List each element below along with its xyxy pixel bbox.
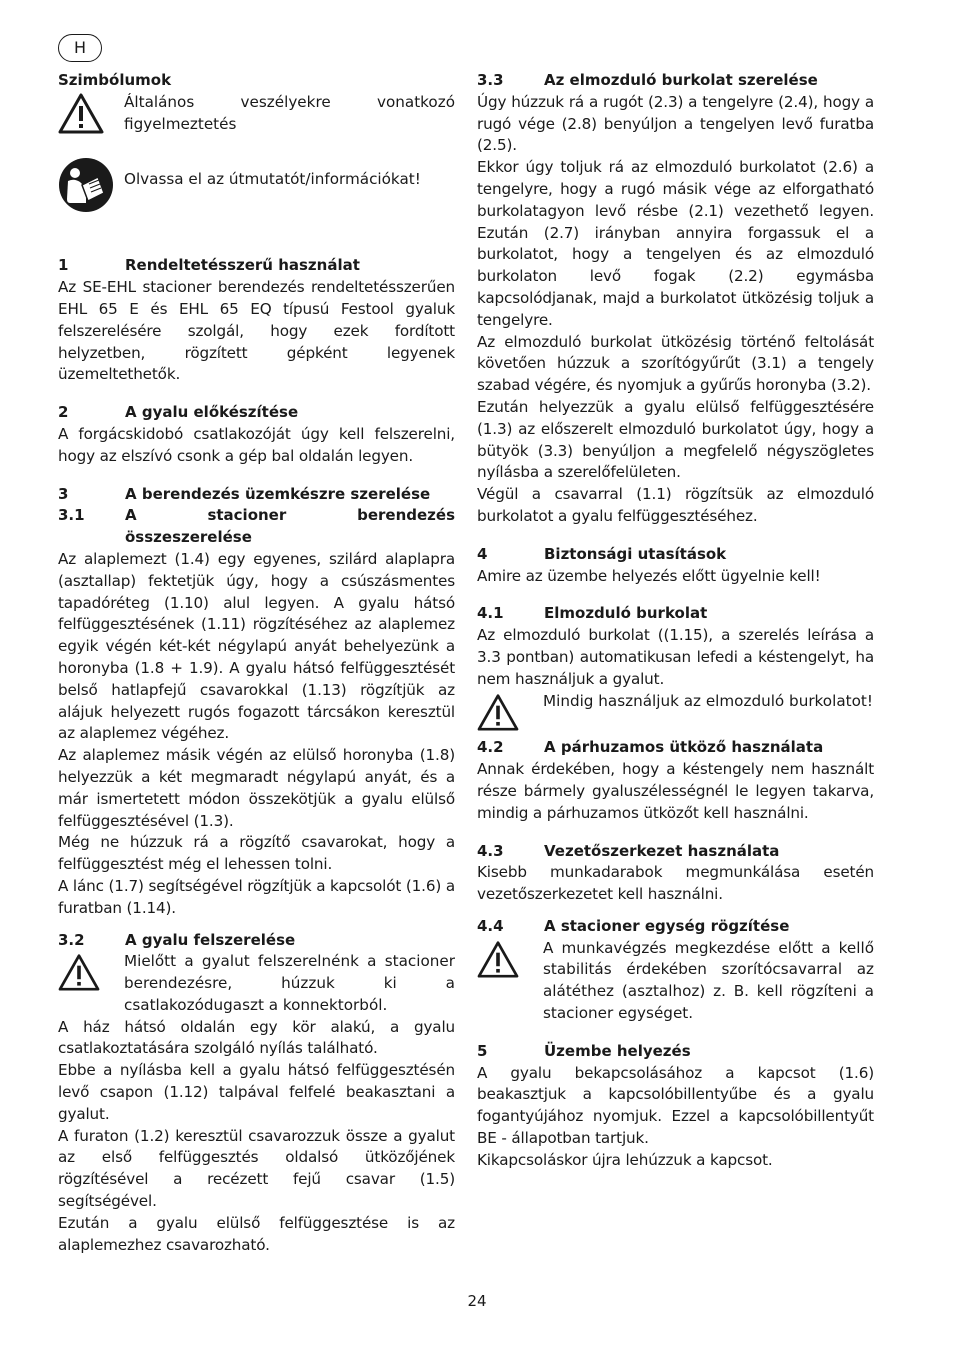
right-column <box>477 70 874 1172</box>
section-4-3-heading: 4.3 Vezetőszerkezet használata <box>477 841 780 860</box>
section-3-3-paragraph-1: Úgy húzzuk rá a rugót (2.3) a tengelyre (2.4), hogy a rugó vége (2.8) benyúljon a tengelyen levő furatba (2.5). <box>477 92 874 155</box>
language-badge: H <box>58 34 102 62</box>
section-4-1-warning <box>477 691 874 738</box>
section-4-4-heading: 4.4 A stacioner egység rögzítése <box>477 916 790 935</box>
section-3-3-paragraph-5: Végül a csavarral (1.1) rögzítsük az elmozduló burkolatot a gyalu felfüggesztéséhez. <box>477 485 874 525</box>
section-3-3-heading: 3.3 Az elmozduló burkolat szerelése <box>477 71 818 89</box>
symbols-heading: Szimbólumok <box>58 71 172 89</box>
section-4-4-warning <box>477 938 874 1025</box>
symbol-warning-text: Általános veszélyekre vonatkozó figyelmeztetés <box>124 92 455 133</box>
section-3-2-heading: 3.2 A gyalu felszerelése <box>58 930 296 949</box>
section-5-heading: 5 Üzembe helyezés <box>477 1041 691 1060</box>
section-3-2-warning <box>58 951 455 1016</box>
section-2-heading: 2 A gyalu előkészítése <box>58 403 299 422</box>
left-column <box>58 70 455 1256</box>
section-3-2-paragraph-1: A ház hátsó oldalán egy kör alakú, a gyalu csatlakoztatására szolgáló nyílás található. <box>58 1017 455 1058</box>
section-5-paragraph-1: A gyalu bekapcsolásához a kapcsot (1.6) beakasztjuk a kapcsolóbillentyűbe és a gyalu fogantyújához nyomjuk. Ezzel a kapcsolóbillentyűt BE - állapotban tartjuk. <box>477 1063 874 1148</box>
section-4-1-paragraph: Az elmozduló burkolat ((1.15), a szerelés leírása a 3.3 pontban) automatikusan lefedi a késtengelyt, ha nem használjuk a gyalut. <box>477 626 874 688</box>
section-3-3-paragraph-4: Ezután helyezzük a gyalu elülső felfüggesztésére (1.3) az előszerelt elmozduló burkolatot úgy, hogy a bütyök (3.3) benyúljon a megfelelő négyszögletes nyílásba a szerelőfelületen. <box>477 397 874 482</box>
read-manual-icon <box>58 157 114 213</box>
symbol-warning-row <box>58 92 455 141</box>
section-3-2-paragraph-4: Ezután a gyalu elülső felfüggesztése is az alaplemezhez csavarozható. <box>58 1213 455 1254</box>
section-3-3-paragraph-3: Az elmozduló burkolat ütközésig történő feltolását követően húzzuk a szorítógyűrűt (3.1) a tengely szabad végére, és nyomjuk a gyűrűs horonyba (3.2). <box>477 332 874 395</box>
section-3-1-paragraph-2: Az alaplemez másik végén az elülső horonyba (1.8) helyezzük a két megmaradt négylapú anyát, és a már ismertetett módon összekötjük a gyalu elülső felfüggesztésével (1.3). <box>58 746 455 830</box>
section-4-2-paragraph: Annak érdekében, hogy a késtengely nem használt része bármely gyaluszélességnél le legyen takarva, mindig a párhuzamos ütközőt kell használni. <box>477 760 874 822</box>
symbol-read-text: Olvassa el az útmutatót/információkat! <box>124 169 421 188</box>
section-3-2-paragraph-2: Ebbe a nyílásba kell a gyalu hátsó felfüggesztésén levő csapon (1.12) talpával felfelé beakasztani a gyalut. <box>58 1061 455 1123</box>
section-4-1-heading: 4.1 Elmozduló burkolat <box>477 604 708 623</box>
section-1-paragraph: Az SE-EHL stacioner berendezés rendeltetésszerűen EHL 65 E és EHL 65 EQ típusú Festool gyaluk felszerelésére szolgál, hogy ezek fordított helyzetben, rögzített gépként legyenek üzemeltethetők. <box>58 278 455 384</box>
section-4-3-paragraph: Kisebb munkadarabok megmunkálása esetén vezetőszerkezetet kell használni. <box>477 863 874 904</box>
section-1-heading: 1 Rendeltetésszerű használat <box>58 256 360 275</box>
section-3-2-warning-text: Mielőtt a gyalut felszerelnénk a stacioner berendezésre, húzzuk ki a csatlakozódugaszt a konnektorból. <box>124 952 455 1014</box>
section-3-1-paragraph-1: Az alaplemezt (1.4) egy egyenes, szilárd alaplapra (asztallap) fektetjük úgy, hogy a csúszásmentes tapadóréteg (1.10) alul legyen. A gyalu hátsó felfüggesztésének (1.11) rögzítéséhez az alaplemez egyik végén két-két négylapú anyát behelyezünk a horonyba (1.8 + 1.9). A gyalu hátsó felfüggesztését belső hatlapfejű csavarokkal (1.13) rögzítjük az alájuk helyezett rugós fogazott tárcsákon keresztül az alaplemez végéhez. <box>58 549 455 743</box>
section-4-2-heading: 4.2 A párhuzamos ütköző használata <box>477 738 824 757</box>
section-5-paragraph-2: Kikapcsoláskor újra lehúzzuk a kapcsot. <box>477 1150 773 1169</box>
section-2-paragraph: A forgácskidobó csatlakozóját úgy kell felszerelni, hogy az elszívó csonk a gép bal oldalán legyen. <box>58 424 455 465</box>
page-number: 24 <box>467 1292 487 1310</box>
section-3-3-paragraph-2: Ekkor úgy toljuk rá az elmozduló burkolatot (2.6) a tengelyre, hogy a rugó másik vége az elforgatható burkolatagyon levő résbe (2.1) vezethető legyen. Ezután (2.7) irányban annyira forgassuk el a burkolatot, hogy a tengelyen és az elmozduló burkolaton levő fogak (2.2) egymásba kapcsolódjanak, majd a burkolatot ütközésig toljuk a tengelyre. <box>477 158 874 329</box>
symbol-read-row <box>58 157 455 220</box>
section-4-1-warning-text: Mindig használjuk az elmozduló burkolatot! <box>543 691 873 710</box>
warning-triangle-icon <box>58 92 104 134</box>
warning-triangle-icon <box>477 693 519 731</box>
section-3-1-heading: 3.1 A stacioner berendezés összeszerelése <box>58 506 455 547</box>
section-4-paragraph: Amire az üzembe helyezés előtt ügyelnie kell! <box>477 566 821 585</box>
section-3-1-paragraph-4: A lánc (1.7) segítségével rögzítjük a kapcsolót (1.6) a furatban (1.14). <box>58 876 455 917</box>
section-3-2-paragraph-3: A furaton (1.2) keresztül csavarozzuk össze a gyalut az első felfüggesztés oldalsó ütközőjének rögzítésével a recézett fejű csavar (1.5) segítségével. <box>58 1126 455 1211</box>
warning-triangle-icon <box>477 940 519 978</box>
section-3-heading: 3 A berendezés üzemkészre szerelése <box>58 484 431 503</box>
section-4-heading: 4 Biztonsági utasítások <box>477 544 727 563</box>
warning-triangle-icon <box>58 953 100 991</box>
section-4-4-warning-text: A munkavégzés megkezdése előtt a kellő stabilitás érdekében szorítócsavarral az alátéthez (asztalhoz) z. B. kell rögzíteni a stacioner egységet. <box>543 938 874 1023</box>
section-3-1-paragraph-3: Még ne húzzuk rá a rögzítő csavarokat, hogy a felfüggesztést még el lehessen tolni. <box>58 833 455 874</box>
